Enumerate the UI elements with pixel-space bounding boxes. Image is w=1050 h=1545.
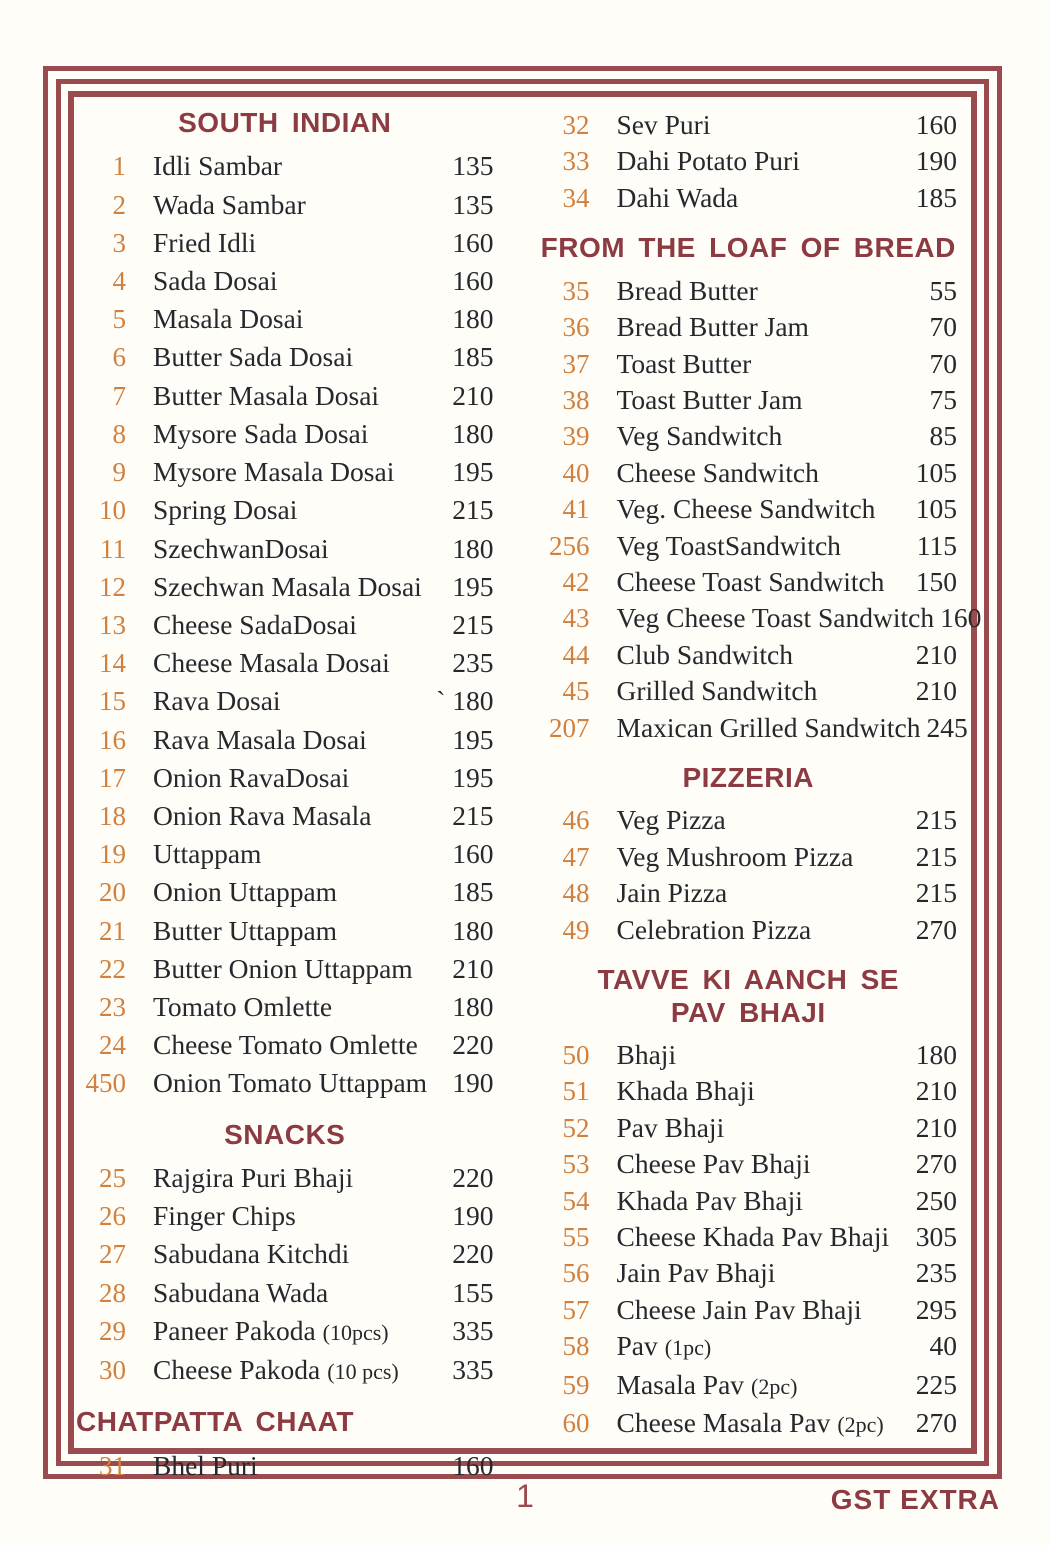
menu-item-row xyxy=(540,1183,958,1219)
item-price: 210 xyxy=(452,952,494,984)
menu-border-middle xyxy=(56,79,989,1481)
menu-item-row xyxy=(76,1159,494,1197)
item-name: Cheese Khada Pav Bhaji xyxy=(616,1221,890,1253)
item-price: 105 xyxy=(915,456,957,488)
menu-item-row xyxy=(76,606,494,644)
item-price: 210 xyxy=(915,1075,957,1107)
menu-item-row xyxy=(76,912,494,950)
item-price: 215 xyxy=(915,804,957,836)
item-price: 135 xyxy=(452,150,494,182)
item-number: 21 xyxy=(99,915,126,946)
menu-border-frame xyxy=(43,66,1002,1479)
menu-item-row xyxy=(76,453,494,491)
item-number: 53 xyxy=(562,1149,590,1180)
menu-item-row xyxy=(540,600,982,636)
section-title xyxy=(76,1119,494,1151)
item-name: Onion Tomato Uttappam xyxy=(153,1067,428,1099)
item-price: 220 xyxy=(452,1238,494,1270)
item-name: Rava Dosai xyxy=(153,685,281,717)
item-name: Grilled Sandwitch xyxy=(616,675,818,707)
item-note: (2pc) xyxy=(751,1373,798,1399)
item-name: Veg ToastSandwitch xyxy=(616,529,841,561)
menu-item-row xyxy=(76,835,494,873)
page-number: 1 xyxy=(516,1478,534,1514)
item-price: 160 xyxy=(940,602,982,634)
item-number: 47 xyxy=(562,841,590,872)
section-title-line: FROM THE LOAF OF BREAD xyxy=(540,232,956,264)
section-title xyxy=(540,232,958,264)
menu-item-row xyxy=(540,346,958,382)
section-title-line: SOUTH INDIAN xyxy=(178,107,392,138)
section-title-line: SNACKS xyxy=(224,1118,346,1150)
menu-item-row xyxy=(76,644,494,682)
section-title-line: PAV BHAJI xyxy=(670,996,826,1028)
item-name: Butter Sada Dosai xyxy=(153,341,354,373)
item-number: 207 xyxy=(549,712,590,743)
item-name: Mysore Masala Dosai xyxy=(153,456,395,488)
item-price: 210 xyxy=(915,638,957,670)
menu-column-left xyxy=(76,107,494,1485)
menu-item-row xyxy=(540,1255,958,1291)
item-price: 185 xyxy=(452,341,494,373)
item-note: (1pc) xyxy=(664,1335,712,1361)
item-name: Cheese Jain Pav Bhaji xyxy=(616,1293,862,1325)
item-price: 85 xyxy=(929,420,957,452)
section-title xyxy=(76,1406,494,1438)
item-number: 37 xyxy=(562,348,590,379)
item-name: Mysore Sada Dosai xyxy=(153,417,369,449)
item-price: 70 xyxy=(929,311,957,343)
item-name: Masala Pav xyxy=(616,1368,745,1400)
item-note: (10pcs) xyxy=(322,1319,389,1345)
item-price: 115 xyxy=(916,529,957,561)
item-name: Celebration Pizza xyxy=(616,913,812,945)
menu-item-row xyxy=(76,377,494,415)
item-price: 160 xyxy=(915,109,957,140)
item-number: 39 xyxy=(562,421,590,452)
item-number: 40 xyxy=(562,457,590,488)
gst-extra-note: GST EXTRA xyxy=(830,1484,1000,1515)
item-price: 180 xyxy=(452,417,494,449)
item-price: 75 xyxy=(929,383,957,415)
item-price: 270 xyxy=(915,1148,957,1180)
item-name: Masala Dosai xyxy=(153,303,304,335)
item-name: Wada Sambar xyxy=(153,188,306,220)
menu-item-row xyxy=(540,491,958,527)
item-number: 54 xyxy=(562,1185,590,1216)
menu-item-row xyxy=(540,528,958,564)
item-price: 295 xyxy=(915,1293,957,1325)
item-number: 1 xyxy=(112,151,126,182)
menu-item-row xyxy=(540,637,958,673)
item-name: Maxican Grilled Sandwitch xyxy=(616,711,921,743)
section-title xyxy=(76,107,494,139)
item-number: 30 xyxy=(99,1355,126,1386)
menu-item-row xyxy=(540,1367,958,1405)
item-price: 160 xyxy=(452,265,494,297)
menu-item-row xyxy=(540,418,958,454)
menu-item-row xyxy=(76,1312,494,1351)
item-price: 335 xyxy=(452,1354,494,1386)
item-price: 55 xyxy=(929,274,957,306)
item-name: Onion RavaDosai xyxy=(153,761,350,793)
item-number: 6 xyxy=(112,342,126,373)
menu-item-row xyxy=(76,759,494,797)
menu-item-row xyxy=(76,721,494,759)
item-number: 16 xyxy=(99,724,126,755)
item-price: 160 xyxy=(452,838,494,870)
item-name: Uttappam xyxy=(153,838,262,870)
menu-item-row xyxy=(76,568,494,606)
item-name: Dahi Potato Puri xyxy=(616,145,800,177)
item-number: 60 xyxy=(562,1408,590,1439)
menu-item-row xyxy=(76,300,494,338)
item-price: ` 180 xyxy=(436,685,494,717)
item-number: 36 xyxy=(562,312,590,343)
item-number: 31 xyxy=(99,1450,126,1481)
item-price: 215 xyxy=(452,608,494,640)
item-number: 11 xyxy=(100,533,126,564)
menu-item-row xyxy=(76,873,494,911)
item-name: Tomato Omlette xyxy=(153,990,333,1022)
item-name: Veg Mushroom Pizza xyxy=(616,840,854,872)
item-price: 160 xyxy=(452,226,494,258)
menu-item-row xyxy=(76,147,494,185)
item-name: Khada Bhaji xyxy=(616,1075,755,1107)
item-number: 27 xyxy=(99,1239,126,1270)
item-name: Cheese Toast Sandwitch xyxy=(616,565,885,597)
item-price: 155 xyxy=(452,1276,494,1308)
item-number: 41 xyxy=(562,494,590,525)
item-price: 105 xyxy=(915,493,957,525)
item-price: 185 xyxy=(915,181,957,213)
item-name: Sada Dosai xyxy=(153,265,278,297)
item-number: 45 xyxy=(562,676,590,707)
item-name: Cheese Sandwitch xyxy=(616,456,819,488)
item-name: Bhel Puri xyxy=(153,1449,258,1481)
item-name: Bread Butter xyxy=(616,274,758,306)
menu-item-row xyxy=(76,491,494,529)
menu-item-row xyxy=(540,143,958,179)
item-number: 13 xyxy=(99,609,126,640)
section-title-line: TAVVE KI AANCH SE xyxy=(597,964,899,996)
menu-item-row xyxy=(540,273,958,309)
item-price: 195 xyxy=(452,761,494,793)
menu-item-row xyxy=(540,839,958,875)
item-price: 70 xyxy=(929,347,957,379)
item-price: 195 xyxy=(452,456,494,488)
item-number: 33 xyxy=(562,146,590,177)
item-name: Rajgira Puri Bhaji xyxy=(153,1162,354,1194)
item-name: Veg Pizza xyxy=(616,804,726,836)
item-number: 23 xyxy=(99,991,126,1022)
section-title-line: PIZZERIA xyxy=(682,761,815,793)
item-price: 215 xyxy=(915,840,957,872)
item-number: 48 xyxy=(562,878,590,909)
menu-item-row xyxy=(540,382,958,418)
item-name: SzechwanDosai xyxy=(153,532,329,564)
item-name: Pav xyxy=(616,1330,658,1362)
menu-item-row xyxy=(76,988,494,1026)
item-price: 220 xyxy=(452,1029,494,1061)
menu-item-row xyxy=(76,1351,494,1390)
item-name: Cheese Masala Dosai xyxy=(153,647,390,679)
menu-item-row xyxy=(76,1064,494,1102)
item-name: Bread Butter Jam xyxy=(616,311,809,343)
item-name: Cheese SadaDosai xyxy=(153,608,357,640)
item-price: 210 xyxy=(452,379,494,411)
menu-item-row xyxy=(76,1274,494,1312)
item-name: Veg Cheese Toast Sandwitch xyxy=(616,602,935,634)
item-name: Idli Sambar xyxy=(153,150,283,182)
menu-item-row xyxy=(540,1405,958,1443)
menu-item-row xyxy=(540,802,958,838)
item-number: 22 xyxy=(99,953,126,984)
menu-item-row xyxy=(540,455,958,491)
item-number: 4 xyxy=(112,266,126,297)
item-number: 58 xyxy=(562,1331,590,1362)
item-number: 55 xyxy=(562,1222,590,1253)
item-number: 7 xyxy=(112,380,126,411)
item-number: 43 xyxy=(562,603,590,634)
menu-item-row xyxy=(540,875,958,911)
item-name: Toast Butter xyxy=(616,347,752,379)
item-price: 215 xyxy=(915,877,957,909)
menu-item-row xyxy=(76,186,494,224)
item-price: 180 xyxy=(452,990,494,1022)
menu-item-row xyxy=(76,1026,494,1064)
item-price: 195 xyxy=(452,570,494,602)
item-number: 49 xyxy=(562,914,590,945)
section-title xyxy=(540,964,958,1029)
item-price: 225 xyxy=(915,1368,957,1400)
menu-content-area xyxy=(68,91,982,1481)
item-number: 15 xyxy=(99,686,126,717)
item-number: 3 xyxy=(112,227,126,258)
item-number: 256 xyxy=(549,530,590,561)
item-price: 210 xyxy=(915,675,957,707)
item-number: 19 xyxy=(99,839,126,870)
item-name: Jain Pav Bhaji xyxy=(616,1257,776,1289)
item-name: Pav Bhaji xyxy=(616,1111,725,1143)
item-name: Dahi Wada xyxy=(616,181,739,213)
menu-item-row xyxy=(76,415,494,453)
item-price: 150 xyxy=(915,565,957,597)
item-name: Butter Masala Dosai xyxy=(153,379,380,411)
item-name: Onion Rava Masala xyxy=(153,799,372,831)
item-name: Finger Chips xyxy=(153,1200,296,1232)
menu-item-row xyxy=(76,950,494,988)
item-price: 215 xyxy=(452,494,494,526)
item-price: 305 xyxy=(915,1221,957,1253)
item-price: 210 xyxy=(915,1111,957,1143)
item-note: (2pc) xyxy=(837,1412,884,1438)
item-number: 44 xyxy=(562,639,590,670)
item-number: 18 xyxy=(99,800,126,831)
item-price: 185 xyxy=(452,876,494,908)
menu-item-row xyxy=(540,1328,958,1366)
menu-item-row xyxy=(76,1235,494,1273)
item-name: Rava Masala Dosai xyxy=(153,723,367,755)
item-price: 190 xyxy=(452,1200,494,1232)
menu-item-row xyxy=(540,180,958,216)
item-number: 8 xyxy=(112,418,126,449)
item-number: 17 xyxy=(99,762,126,793)
item-number: 34 xyxy=(562,182,590,213)
item-number: 42 xyxy=(562,566,590,597)
item-number: 52 xyxy=(562,1112,590,1143)
item-number: 10 xyxy=(99,495,126,526)
item-name: Szechwan Masala Dosai xyxy=(153,570,422,602)
menu-item-row xyxy=(540,1110,958,1146)
item-number: 56 xyxy=(562,1258,590,1289)
menu-item-row xyxy=(540,912,958,948)
item-name: Onion Uttappam xyxy=(153,876,338,908)
item-price: 235 xyxy=(452,647,494,679)
menu-item-row xyxy=(540,673,958,709)
item-name: Khada Pav Bhaji xyxy=(616,1184,803,1216)
menu-item-row xyxy=(76,262,494,300)
menu-item-row xyxy=(76,224,494,262)
item-number: 5 xyxy=(112,304,126,335)
item-number: 35 xyxy=(562,275,590,306)
item-number: 24 xyxy=(99,1030,126,1061)
item-number: 9 xyxy=(112,457,126,488)
item-name: Cheese Pakoda xyxy=(153,1354,321,1386)
item-price: 190 xyxy=(452,1067,494,1099)
item-price: 245 xyxy=(926,711,968,743)
item-price: 180 xyxy=(452,532,494,564)
item-name: Butter Onion Uttappam xyxy=(153,952,413,984)
menu-item-row xyxy=(540,309,958,345)
item-name: Sev Puri xyxy=(616,109,711,140)
item-price: 220 xyxy=(452,1162,494,1194)
item-number: 28 xyxy=(99,1277,126,1308)
item-number: 57 xyxy=(562,1294,590,1325)
item-number: 2 xyxy=(112,189,126,220)
section-title xyxy=(540,762,958,794)
item-name: Butter Uttappam xyxy=(153,914,338,946)
item-price: 195 xyxy=(452,723,494,755)
item-price: 235 xyxy=(915,1257,957,1289)
item-name: Fried Idli xyxy=(153,226,257,258)
item-price: 335 xyxy=(452,1314,494,1346)
item-name: Sabudana Kitchdi xyxy=(153,1238,350,1270)
item-name: Veg. Cheese Sandwitch xyxy=(616,493,876,525)
section-title-line: CHATPATTA CHAAT xyxy=(76,1406,354,1438)
item-name: Cheese Masala Pav xyxy=(616,1407,831,1439)
item-number: 51 xyxy=(562,1076,590,1107)
item-name: Spring Dosai xyxy=(153,494,298,526)
item-price: 135 xyxy=(452,188,494,220)
item-price: 270 xyxy=(915,913,957,945)
menu-item-row xyxy=(540,107,958,143)
item-price: 270 xyxy=(915,1407,957,1439)
item-number: 29 xyxy=(99,1315,126,1346)
item-note: (10 pcs) xyxy=(327,1359,399,1385)
item-name: Toast Butter Jam xyxy=(616,383,803,415)
menu-item-row xyxy=(76,530,494,568)
item-number: 32 xyxy=(562,110,590,140)
item-price: 180 xyxy=(452,303,494,335)
menu-item-row xyxy=(76,338,494,376)
item-name: Cheese Tomato Omlette xyxy=(153,1029,418,1061)
item-number: 26 xyxy=(99,1201,126,1232)
item-number: 46 xyxy=(562,805,590,836)
item-number: 450 xyxy=(85,1068,126,1099)
menu-item-row xyxy=(76,1197,494,1235)
item-number: 50 xyxy=(562,1040,590,1070)
menu-item-row xyxy=(76,682,494,720)
item-price: 180 xyxy=(452,914,494,946)
item-price: 190 xyxy=(915,145,957,177)
item-price: 215 xyxy=(452,799,494,831)
item-name: Sabudana Wada xyxy=(153,1276,329,1308)
item-number: 59 xyxy=(562,1369,590,1400)
menu-columns xyxy=(76,107,982,1485)
item-number: 14 xyxy=(99,648,126,679)
menu-item-row xyxy=(540,1073,958,1109)
item-name: Cheese Pav Bhaji xyxy=(616,1148,811,1180)
item-name: Paneer Pakoda xyxy=(153,1314,316,1346)
item-name: Veg Sandwitch xyxy=(616,420,783,452)
item-number: 12 xyxy=(99,571,126,602)
menu-column-right xyxy=(540,107,982,1485)
menu-item-row xyxy=(540,1037,958,1073)
item-price: 250 xyxy=(915,1184,957,1216)
item-price: 40 xyxy=(929,1330,957,1362)
item-number: 25 xyxy=(99,1163,126,1194)
item-price: 160 xyxy=(452,1449,494,1481)
menu-item-row xyxy=(540,1146,958,1182)
menu-item-row xyxy=(540,1219,958,1255)
item-name: Club Sandwitch xyxy=(616,638,793,670)
menu-item-row xyxy=(76,797,494,835)
item-name: Jain Pizza xyxy=(616,877,728,909)
menu-item-row xyxy=(540,564,958,600)
menu-item-row xyxy=(540,1292,958,1328)
menu-item-row xyxy=(540,710,968,746)
item-name: Bhaji xyxy=(616,1039,677,1070)
item-number: 20 xyxy=(99,877,126,908)
item-number: 38 xyxy=(562,384,590,415)
item-price: 180 xyxy=(915,1039,957,1070)
